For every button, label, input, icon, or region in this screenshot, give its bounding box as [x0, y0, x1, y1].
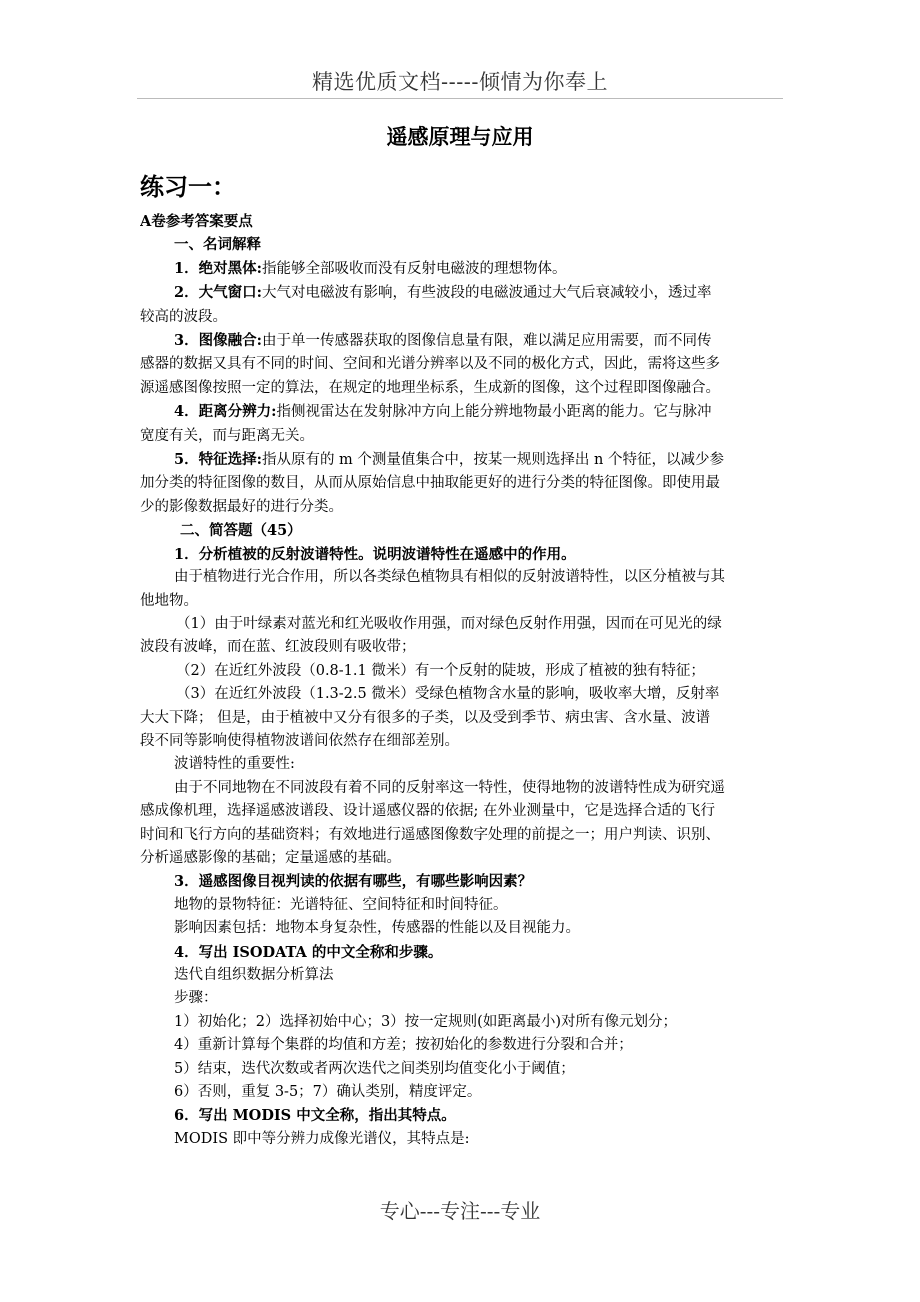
answer-text: 1）初始化；2）选择初始中心；3）按一定规则(如距离最小)对所有像元划分； [174, 1013, 677, 1030]
answer-text: 大大下降； 但是，由于植被中又分有很多的子类，以及受到季节、病虫害、含水量、波谱 [140, 709, 711, 726]
term-definition-cont: 加分类的特征图像的数目，从而从原始信息中抽取能更好的进行分类的特征图像。即使用最 [140, 475, 720, 492]
page-footer: 专心---专注---专业 [379, 1199, 541, 1223]
term-item [140, 281, 786, 305]
answer-text: （2）在近红外波段（0.8-1.1 微米）有一个反射的陡坡，形成了植被的独有特征； [176, 662, 705, 679]
answer-text: 他地物。 [140, 592, 198, 609]
answer-text: 地物的景物特征：光谱特征、空间特征和时间特征。 [174, 896, 508, 913]
answer-text: （1）由于叶绿素对蓝光和红光吸收作用强，而对绿色反射作用强，因而在可见光的绿 [176, 615, 722, 632]
answer-text: 6）否则，重复 3-5；7）确认类别，精度评定。 [174, 1084, 482, 1101]
term-definition-cont: 少的影像数据最好的进行分类。 [140, 498, 343, 515]
part2-heading: 二、简答题（45） [180, 522, 302, 540]
term-definition-cont: 感器的数据又具有不同的时间、空间和光谱分辨率以及不同的极化方式，因此，需将这些多 [140, 356, 720, 373]
term-definition: 指从原有的 m 个测量值集合中，按某一规则选择出 n 个特征，以减少参 [261, 452, 724, 469]
answer-text: 4）重新计算每个集群的均值和方差；按初始化的参数进行分裂和合并； [174, 1037, 633, 1054]
answer-text: 由于不同地物在不同波段有着不同的反射率这一特性，使得地物的波谱特性成为研究遥 [174, 779, 725, 796]
term-label: 3．图像融合: [174, 332, 262, 350]
answer-text: 波段有波峰，而在蓝、红波段则有吸收带； [140, 639, 416, 656]
term-item [140, 329, 786, 353]
term-item [140, 400, 786, 424]
term-definition: 指侧视雷达在发射脉冲方向上能分辨地物最小距离的能力。它与脉冲 [276, 404, 712, 421]
document-title: 遥感原理与应用 [386, 124, 534, 149]
document-body [140, 168, 786, 1151]
term-definition: 大气对电磁波有影响，有些波段的电磁波通过大气后衰减较小，透过率 [261, 285, 712, 302]
answer-text: 步骤： [174, 990, 218, 1007]
term-item [140, 257, 786, 281]
term-definition: 由于单一传感器获取的图像信息量有限，难以满足应用需要，而不同传 [261, 333, 712, 350]
term-label: 2．大气窗口: [174, 284, 262, 302]
term-label: 1．绝对黑体: [174, 259, 262, 277]
answer-text: 迭代自组织数据分析算法 [174, 967, 334, 983]
page-header: 精选优质文档-----倾情为你奉上 [312, 70, 608, 94]
answer-text: 由于植物进行光合作用，所以各类绿色植物具有相似的反射波谱特性，以区分植被与其 [174, 569, 725, 586]
section-a-heading: A卷参考答案要点 [140, 213, 253, 230]
term-definition-cont: 较高的波段。 [140, 308, 227, 325]
term-definition-cont: 源遥感图像按照一定的算法，在规定的地理坐标系，生成新的图像，这个过程即图像融合。 [140, 379, 720, 396]
answer-text: 波谱特性的重要性: [174, 756, 295, 773]
term-item [140, 448, 786, 472]
answer-text: 段不同等影响使得植物波谱间依然存在细部差别。 [140, 732, 459, 749]
term-label: 5．特征选择: [174, 451, 262, 469]
answer-text: MODIS 即中等分辨力成像光谱仪，其特点是: [174, 1130, 470, 1147]
part1-heading: 一、名词解释 [174, 236, 261, 254]
question-1: 1．分析植被的反射波谱特性。说明波谱特性在遥感中的作用。 [174, 545, 576, 563]
term-label: 4．距离分辨力: [174, 403, 277, 421]
exercise-heading: 练习一： [140, 172, 236, 201]
term-definition: 指能够全部吸收而没有反射电磁波的理想物体。 [261, 260, 567, 277]
question-4: 4．写出 ISODATA 的中文全称和步骤。 [174, 943, 443, 961]
question-6: 6．写出 MODIS 中文全称，指出其特点。 [174, 1107, 456, 1125]
answer-text: 影响因素包括：地物本身复杂性，传感器的性能以及目视能力。 [174, 920, 580, 937]
question-3: 3．遥感图像目视判读的依据有哪些，有哪些影响因素？ [174, 873, 533, 891]
header-divider [137, 98, 783, 99]
answer-text: 感成像机理，选择遥感波谱段、设计遥感仪器的依据; 在外业测量中，它是选择合适的飞行 [140, 803, 715, 820]
answer-text: 分析遥感影像的基础；定量遥感的基础。 [140, 849, 401, 866]
term-definition-cont: 宽度有关，而与距离无关。 [140, 427, 314, 444]
answer-text: 时间和飞行方向的基础资料；有效地进行遥感图像数字处理的前提之一；用户判读、识别、 [140, 826, 720, 843]
answer-text: 5）结束，迭代次数或者两次迭代之间类别均值变化小于阈值； [174, 1060, 575, 1077]
answer-text: （3）在近红外波段（1.3-2.5 微米）受绿色植物含水量的影响，吸收率大增，反射率 [176, 686, 720, 703]
